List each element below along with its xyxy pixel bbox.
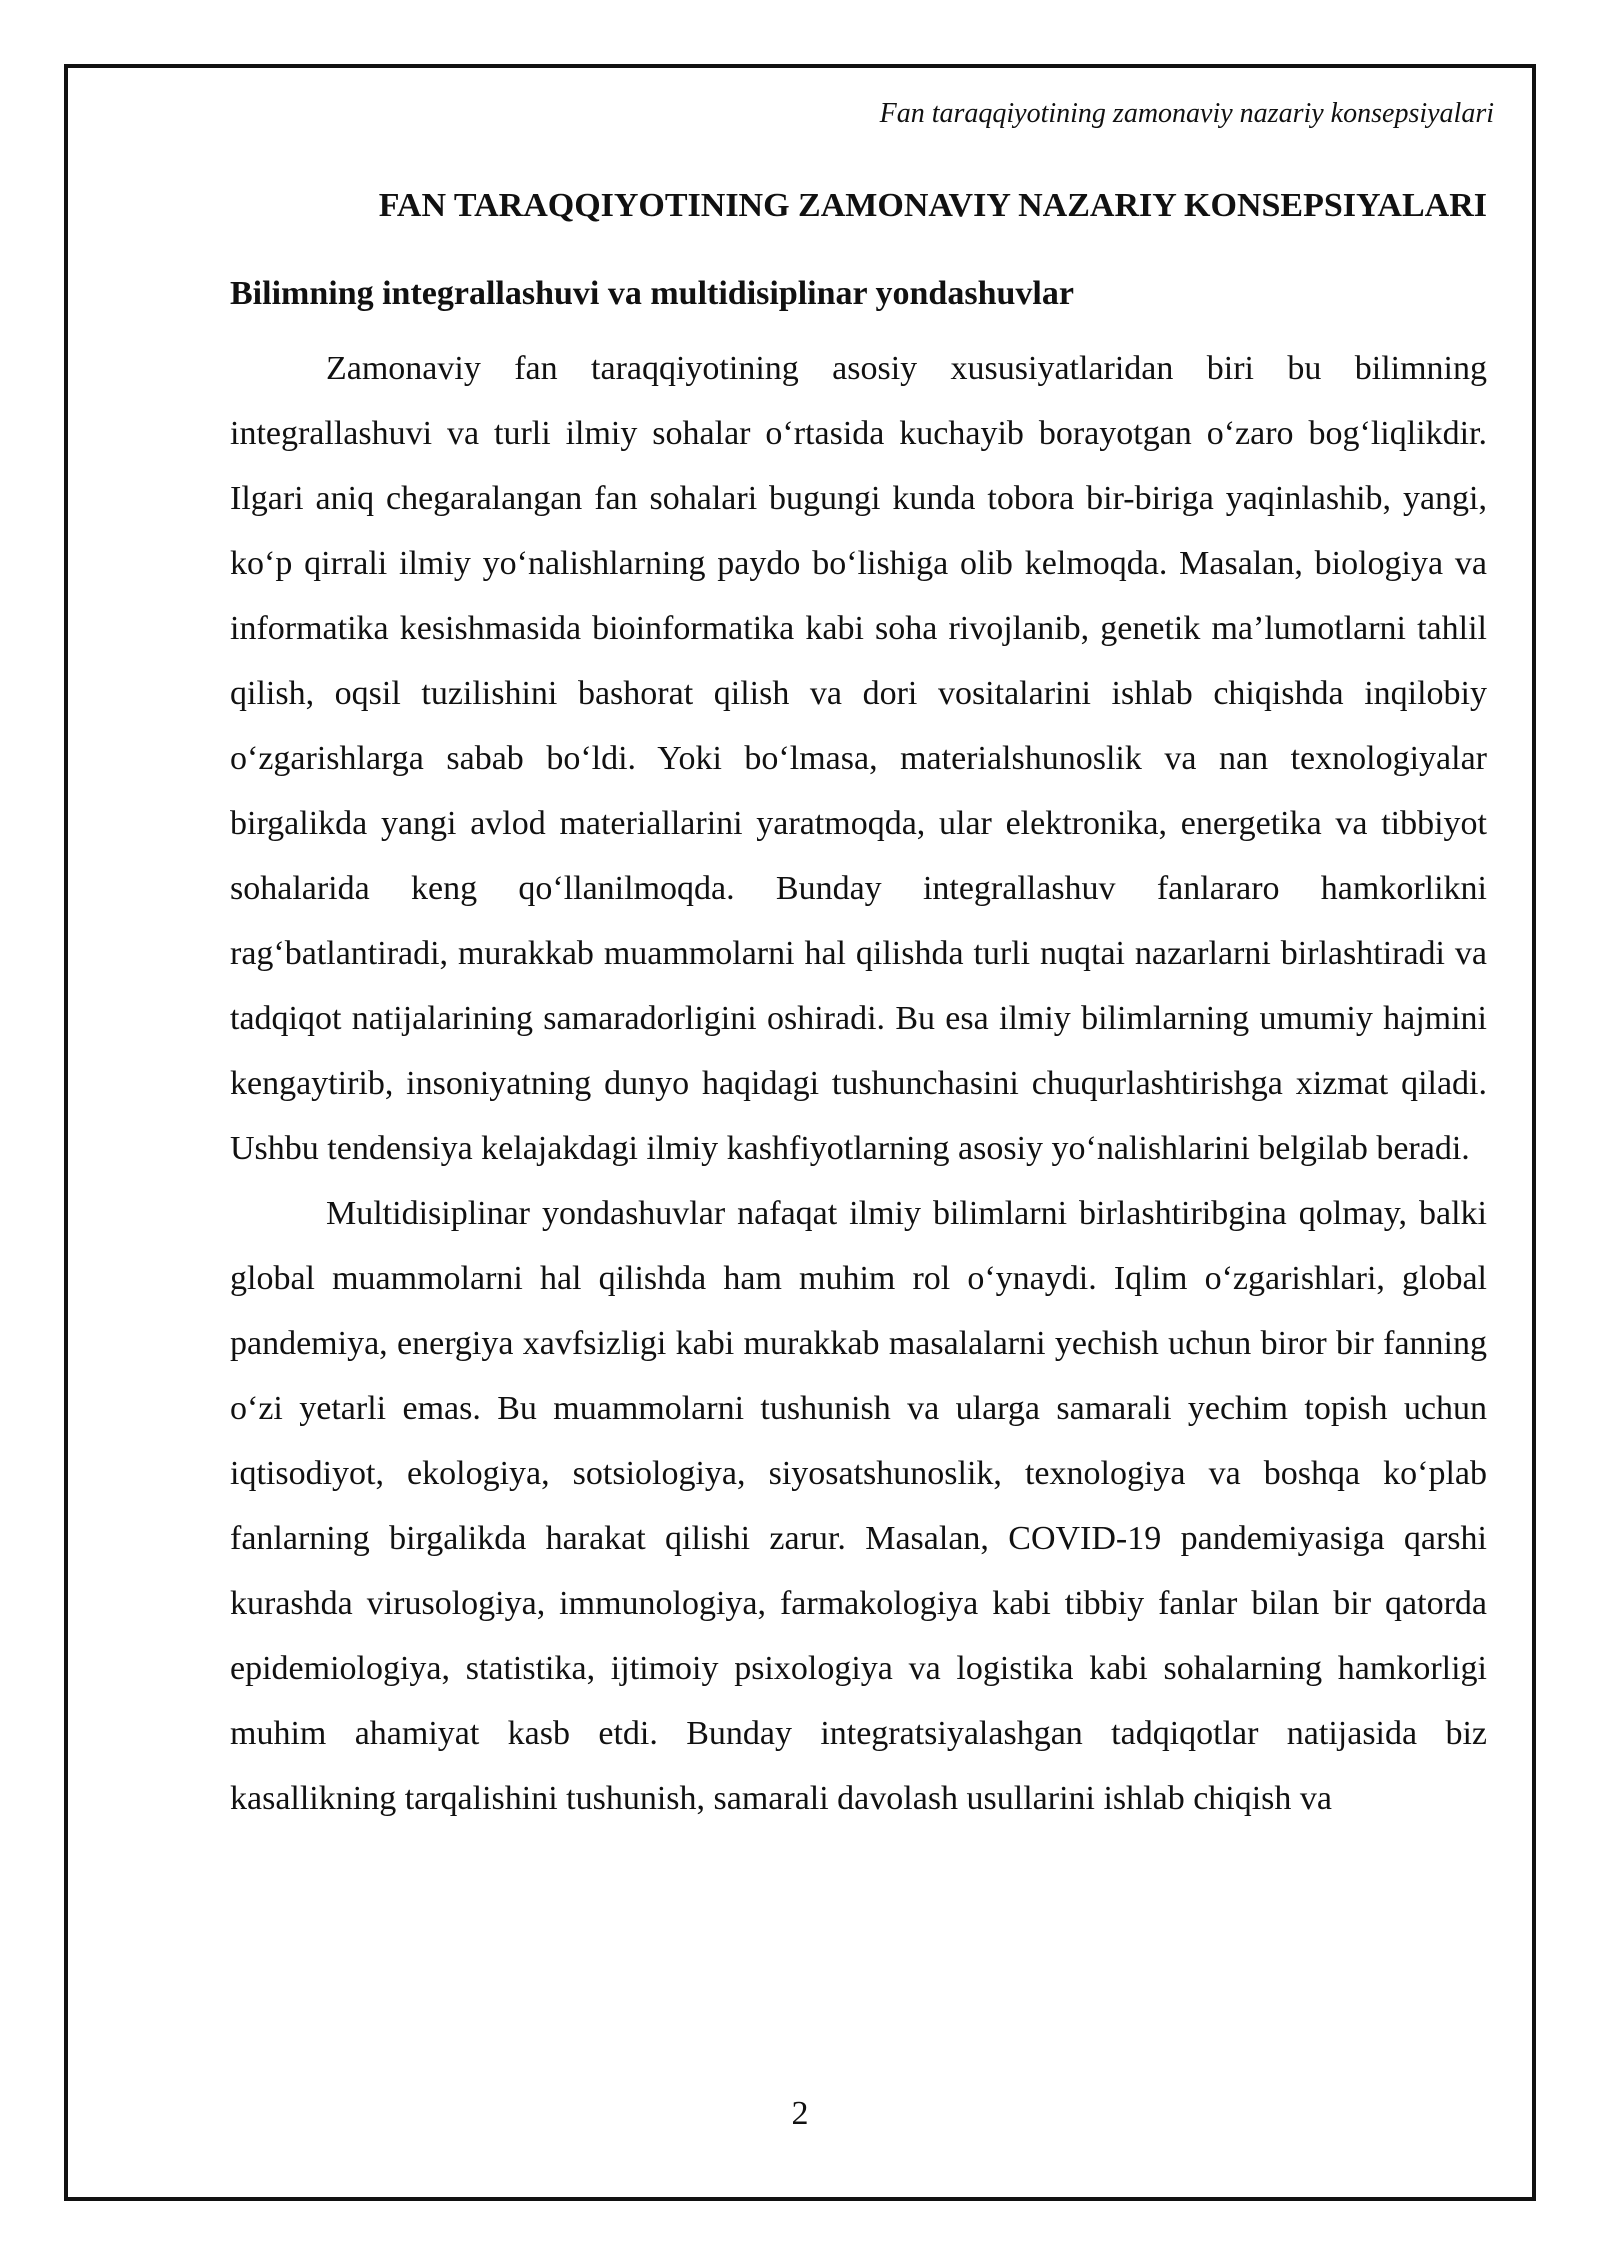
page-content <box>230 186 1487 1831</box>
document-title: FAN TARAQQIYOTINING ZAMONAVIY NAZARIY KONSEPSIYALARI <box>378 187 1487 224</box>
running-header: Fan taraqqiyotining zamonaviy nazariy konsepsiyalari <box>879 98 1494 129</box>
body-paragraph-1: Zamonaviy fan taraqqiyotining asosiy xususiyatlaridan biri bu bilimning integrallashuvi va turli ilmiy sohalar o‘rtasida kuchayib borayotgan o‘zaro bog‘liqlikdir. Ilgari aniq chegaralangan fan sohalari bugungi kunda tobora bir-biriga yaqinlashib, yangi, ko‘p qirrali ilmiy yo‘nalishlarning paydo bo‘lishiga olib kelmoqda. Masalan, biologiya va informatika kesishmasida bioinformatika kabi soha rivojlanib, genetik ma’lumotlarni tahlil qilish, oqsil tuzilishini bashorat qilish va dori vositalarini ishlab chiqishda inqilobiy o‘zgarishlarga sabab bo‘ldi. Yoki bo‘lmasa, materialshunoslik va nan texnologiyalar birgalikda yangi avlod materiallarini yaratmoqda, ular elektronika, energetika va tibbiyot sohalarida keng qo‘llanilmoqda. Bunday integrallashuv fanlararo hamkorlikni rag‘batlantiradi, murakkab muammolarni hal qilishda turli nuqtai nazarlarni birlashtiradi va tadqiqot natijalarining samaradorligini oshiradi. Bu esa ilmiy bilimlarning umumiy hajmini kengaytirib, insoniyatning dunyo haqidagi tushunchasini chuqurlashtirishga xizmat qiladi. Ushbu tendensiya kelajakdagi ilmiy kashfiyotlarning asosiy yo‘nalishlarini belgilab beradi. <box>230 350 1487 1167</box>
body-paragraph-2: Multidisiplinar yondashuvlar nafaqat ilmiy bilimlarni birlashtiribgina qolmay, balki global muammolarni hal qilishda ham muhim rol o‘ynaydi. Iqlim o‘zgarishlari, global pandemiya, energiya xavfsizligi kabi murakkab masalalarni yechish uchun biror bir fanning o‘zi yetarli emas. Bu muammolarni tushunish va ularga samarali yechim topish uchun iqtisodiyot, ekologiya, sotsiologiya, siyosatshunoslik, texnologiya va boshqa ko‘plab fanlarning birgalikda harakat qilishi zarur. Masalan, COVID-19 pandemiyasiga qarshi kurashda virusologiya, immunologiya, farmakologiya kabi tibbiy fanlar bilan bir qatorda epidemiologiya, statistika, ijtimoiy psixologiya va logistika kabi sohalarning hamkorligi muhim ahamiyat kasb etdi. Bunday integratsiyalashgan tadqiqotlar natijasida biz kasallikning tarqalishini tushunish, samarali davolash usullarini ishlab chiqish va <box>230 1195 1487 1817</box>
section-heading: Bilimning integrallashuvi va multidisiplinar yondashuvlar <box>230 275 1074 312</box>
page-number: 2 <box>791 2095 809 2132</box>
